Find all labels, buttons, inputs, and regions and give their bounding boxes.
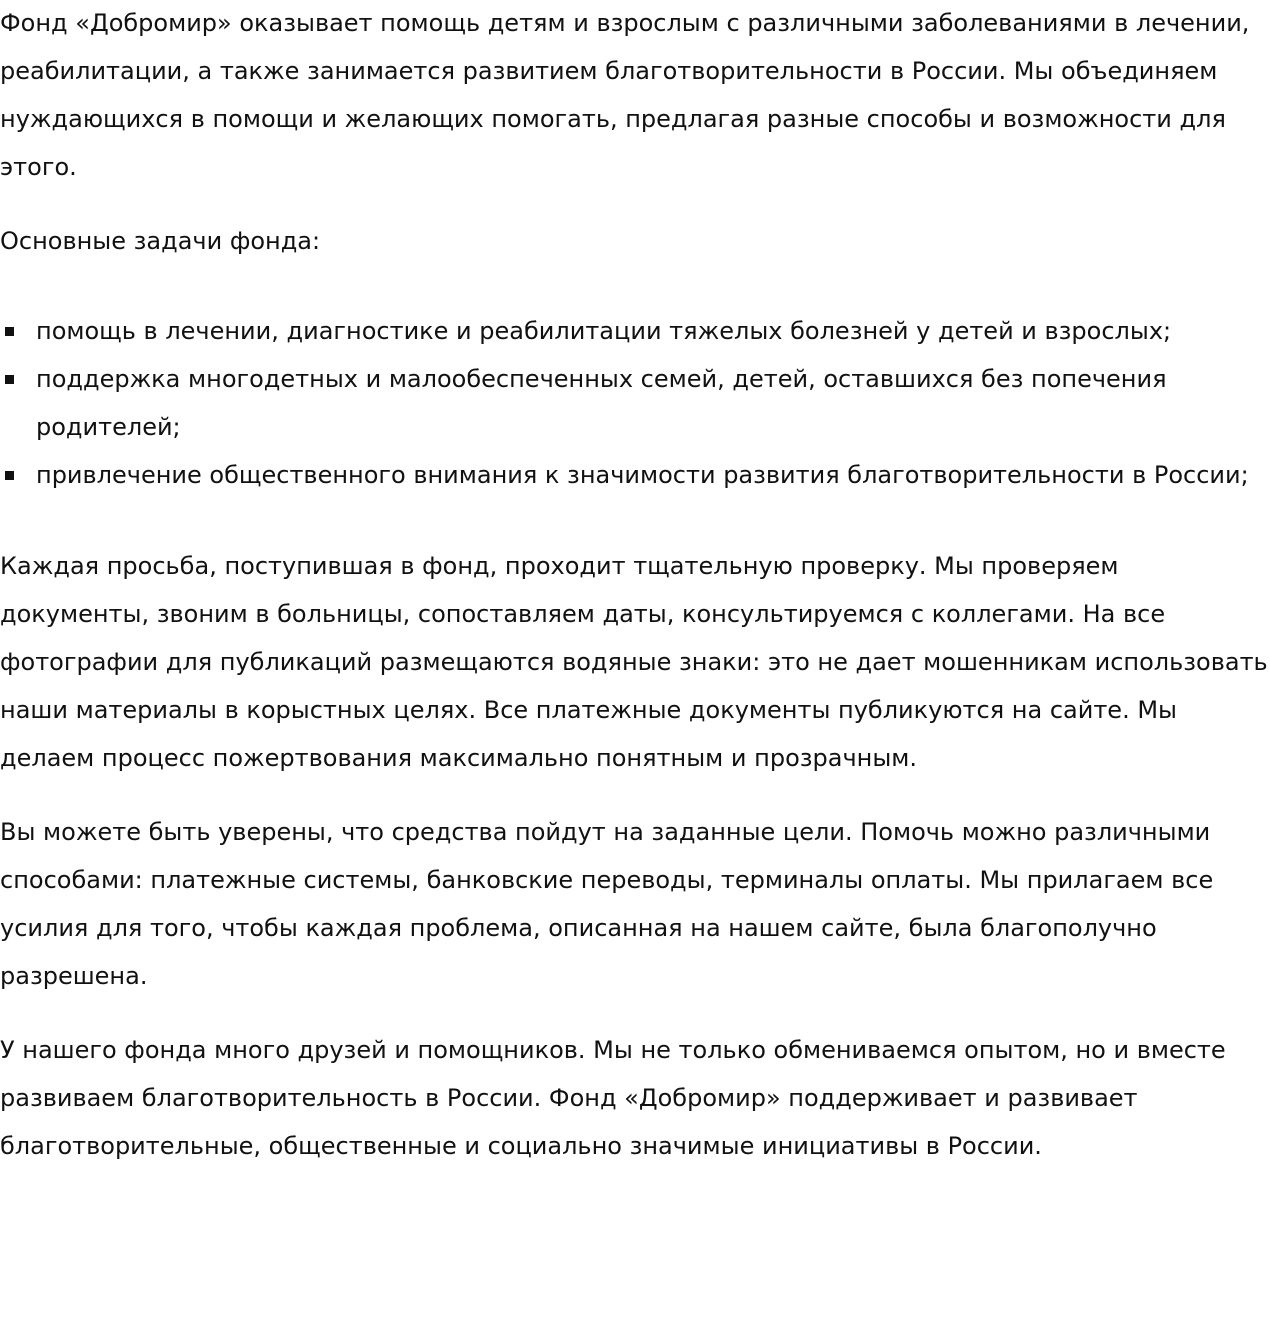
square-bullet-icon (5, 375, 14, 384)
intro-paragraph: Фонд «Добромир» оказывает помощь детям и взрослым с различными заболеваниями в лечении, реабилитации, а также занимается развитием благотворительности в России. Мы объединяем нуждающихся в помощи и желающих помогать, предлагая разные способы и возможности для этого. (0, 9, 1250, 181)
tasks-list (0, 307, 1270, 499)
friends-paragraph: У нашего фонда много друзей и помощников. Мы не только обмениваемся опытом, но и вместе развиваем благотворительность в России. Фонд «Добромир» поддерживает и развивает благотворительные, общественные и социально значимые инициативы в России. (0, 1036, 1226, 1160)
list-item-text: привлечение общественного внимания к значимости развития благотворительности в России; (36, 461, 1249, 489)
list-item (36, 355, 1270, 451)
list-item-text: поддержка многодетных и малообеспеченных семей, детей, оставшихся без попечения родителей; (36, 365, 1167, 441)
verification-paragraph: Каждая просьба, поступившая в фонд, проходит тщательную проверку. Мы проверяем документы, звоним в больницы, сопоставляем даты, консультируемся с коллегами. На все фотографии для публикаций размещаются водяные знаки: это не дает мошенникам использовать наши материалы в корыстных целях. Все платежные документы публикуются на сайте. Мы делаем процесс пожертвования максимально понятным и прозрачным. (0, 552, 1268, 772)
list-item (36, 451, 1270, 499)
list-item-text: помощь в лечении, диагностике и реабилитации тяжелых болезней у детей и взрослых; (36, 317, 1172, 345)
square-bullet-icon (5, 327, 14, 336)
list-item (36, 307, 1270, 355)
square-bullet-icon (5, 471, 14, 480)
tasks-heading: Основные задачи фонда: (0, 227, 321, 255)
trust-paragraph: Вы можете быть уверены, что средства пойдут на заданные цели. Помочь можно различными способами: платежные системы, банковские переводы, терминалы оплаты. Мы прилагаем все усилия для того, чтобы каждая проблема, описанная на нашем сайте, была благополучно разрешена. (0, 818, 1214, 990)
